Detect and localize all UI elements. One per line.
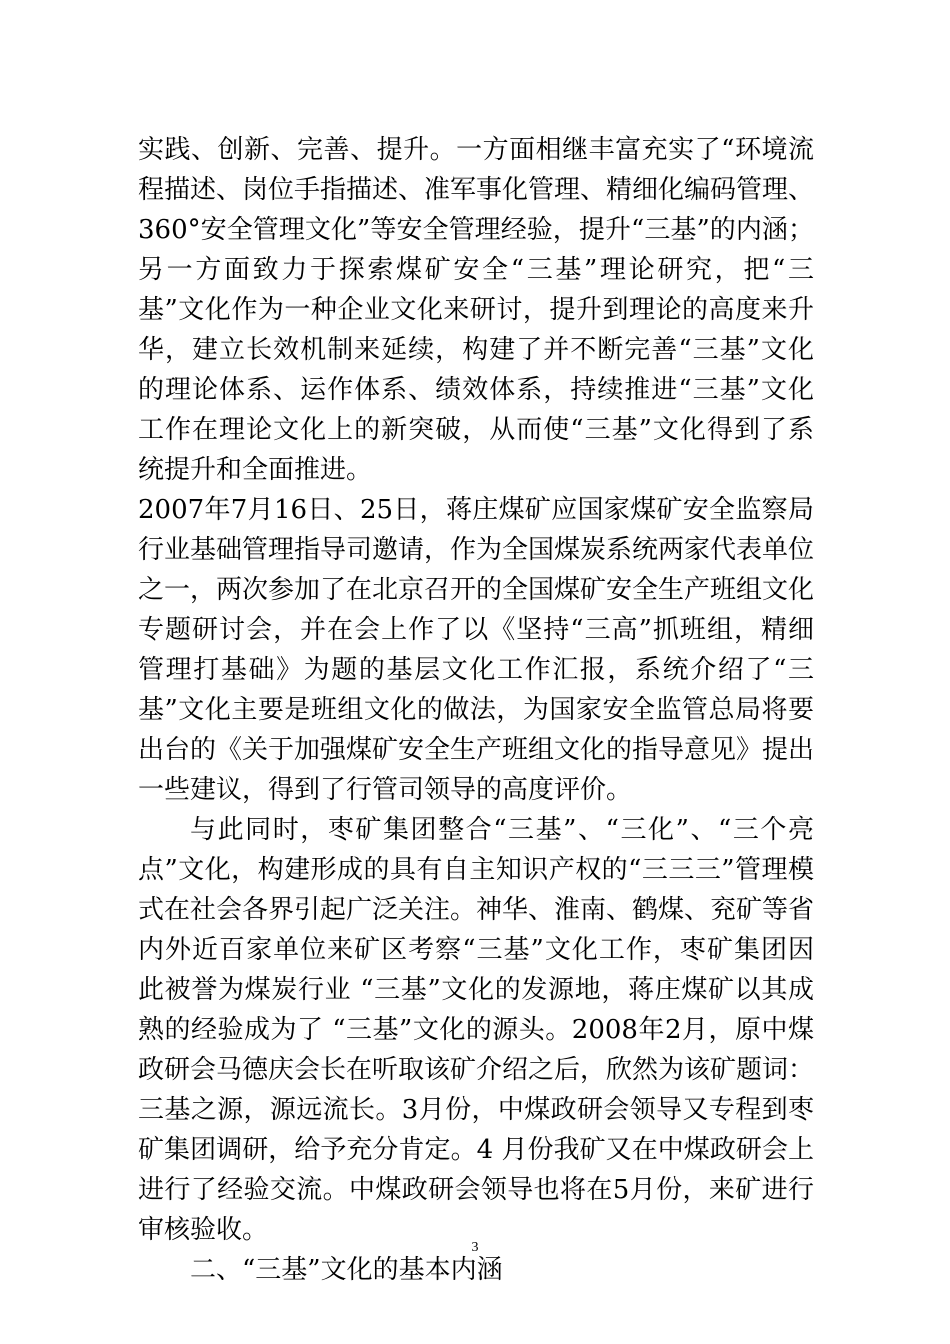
- section-heading: 二、“三基”文化的基本内涵: [190, 1255, 503, 1285]
- paragraph-continuation: 实践、创新、完善、提升。一方面相继丰富充实了“环境流程描述、岗位手指描述、准军事化管理、精细化编码管理、360°安全管理文化”等安全管理经验，提升“三基”的内涵；另一方面致力于探索煤矿安全“三基”理论研究，把“三基”文化作为一种企业文化来研讨，提升到理论的高度来升华，建立长效机制来延续，构建了并不断完善“三基”文化的理论体系、运作体系、绩效体系，持续推进“三基”文化工作在理论文化上的新突破，从而使“三基”文化得到了系统提升和全面推进。: [138, 135, 815, 485]
- page-number: 3: [471, 1240, 479, 1255]
- paragraph-2007-meeting: 2007年7月16日、25日，蒋庄煤矿应国家煤矿安全监察局行业基础管理指导司邀请，作为全国煤炭系统两家代表单位之一，两次参加了在北京召开的全国煤矿安全生产班组文化专题研讨会，并在会上作了以《坚持“三高”抓班组，精细管理打基础》为题的基层文化工作汇报，系统介绍了“三基”文化主要是班组文化的做法，为国家安全监管总局将要出台的《关于加强煤矿安全生产班组文化的指导意见》提出一些建议，得到了行管司领导的高度评价。: [138, 495, 815, 805]
- document-body: [138, 130, 814, 1290]
- paragraph-zaokuang-group: 与此同时，枣矿集团整合“三基”、“三化”、“三个亮点”文化，构建形成的具有自主知识产权的“三三三”管理模式在社会各界引起广泛关注。神华、淮南、鹤煤、兖矿等省内外近百家单位来矿区考察“三基”文化工作，枣矿集团因此被誉为煤炭行业 “三基”文化的发源地，蒋庄煤矿以其成熟的经验成为了 “三基”文化的源头。2008年2月，原中煤政研会马德庆会长在听取该矿介绍之后，欣然为该矿题词：三基之源，源远流长。3月份，中煤政研会领导又专程到枣矿集团调研，给予充分肯定。4 月份我矿又在中煤政研会上进行了经验交流。中煤政研会领导也将在5月份，来矿进行审核验收。: [138, 815, 815, 1245]
